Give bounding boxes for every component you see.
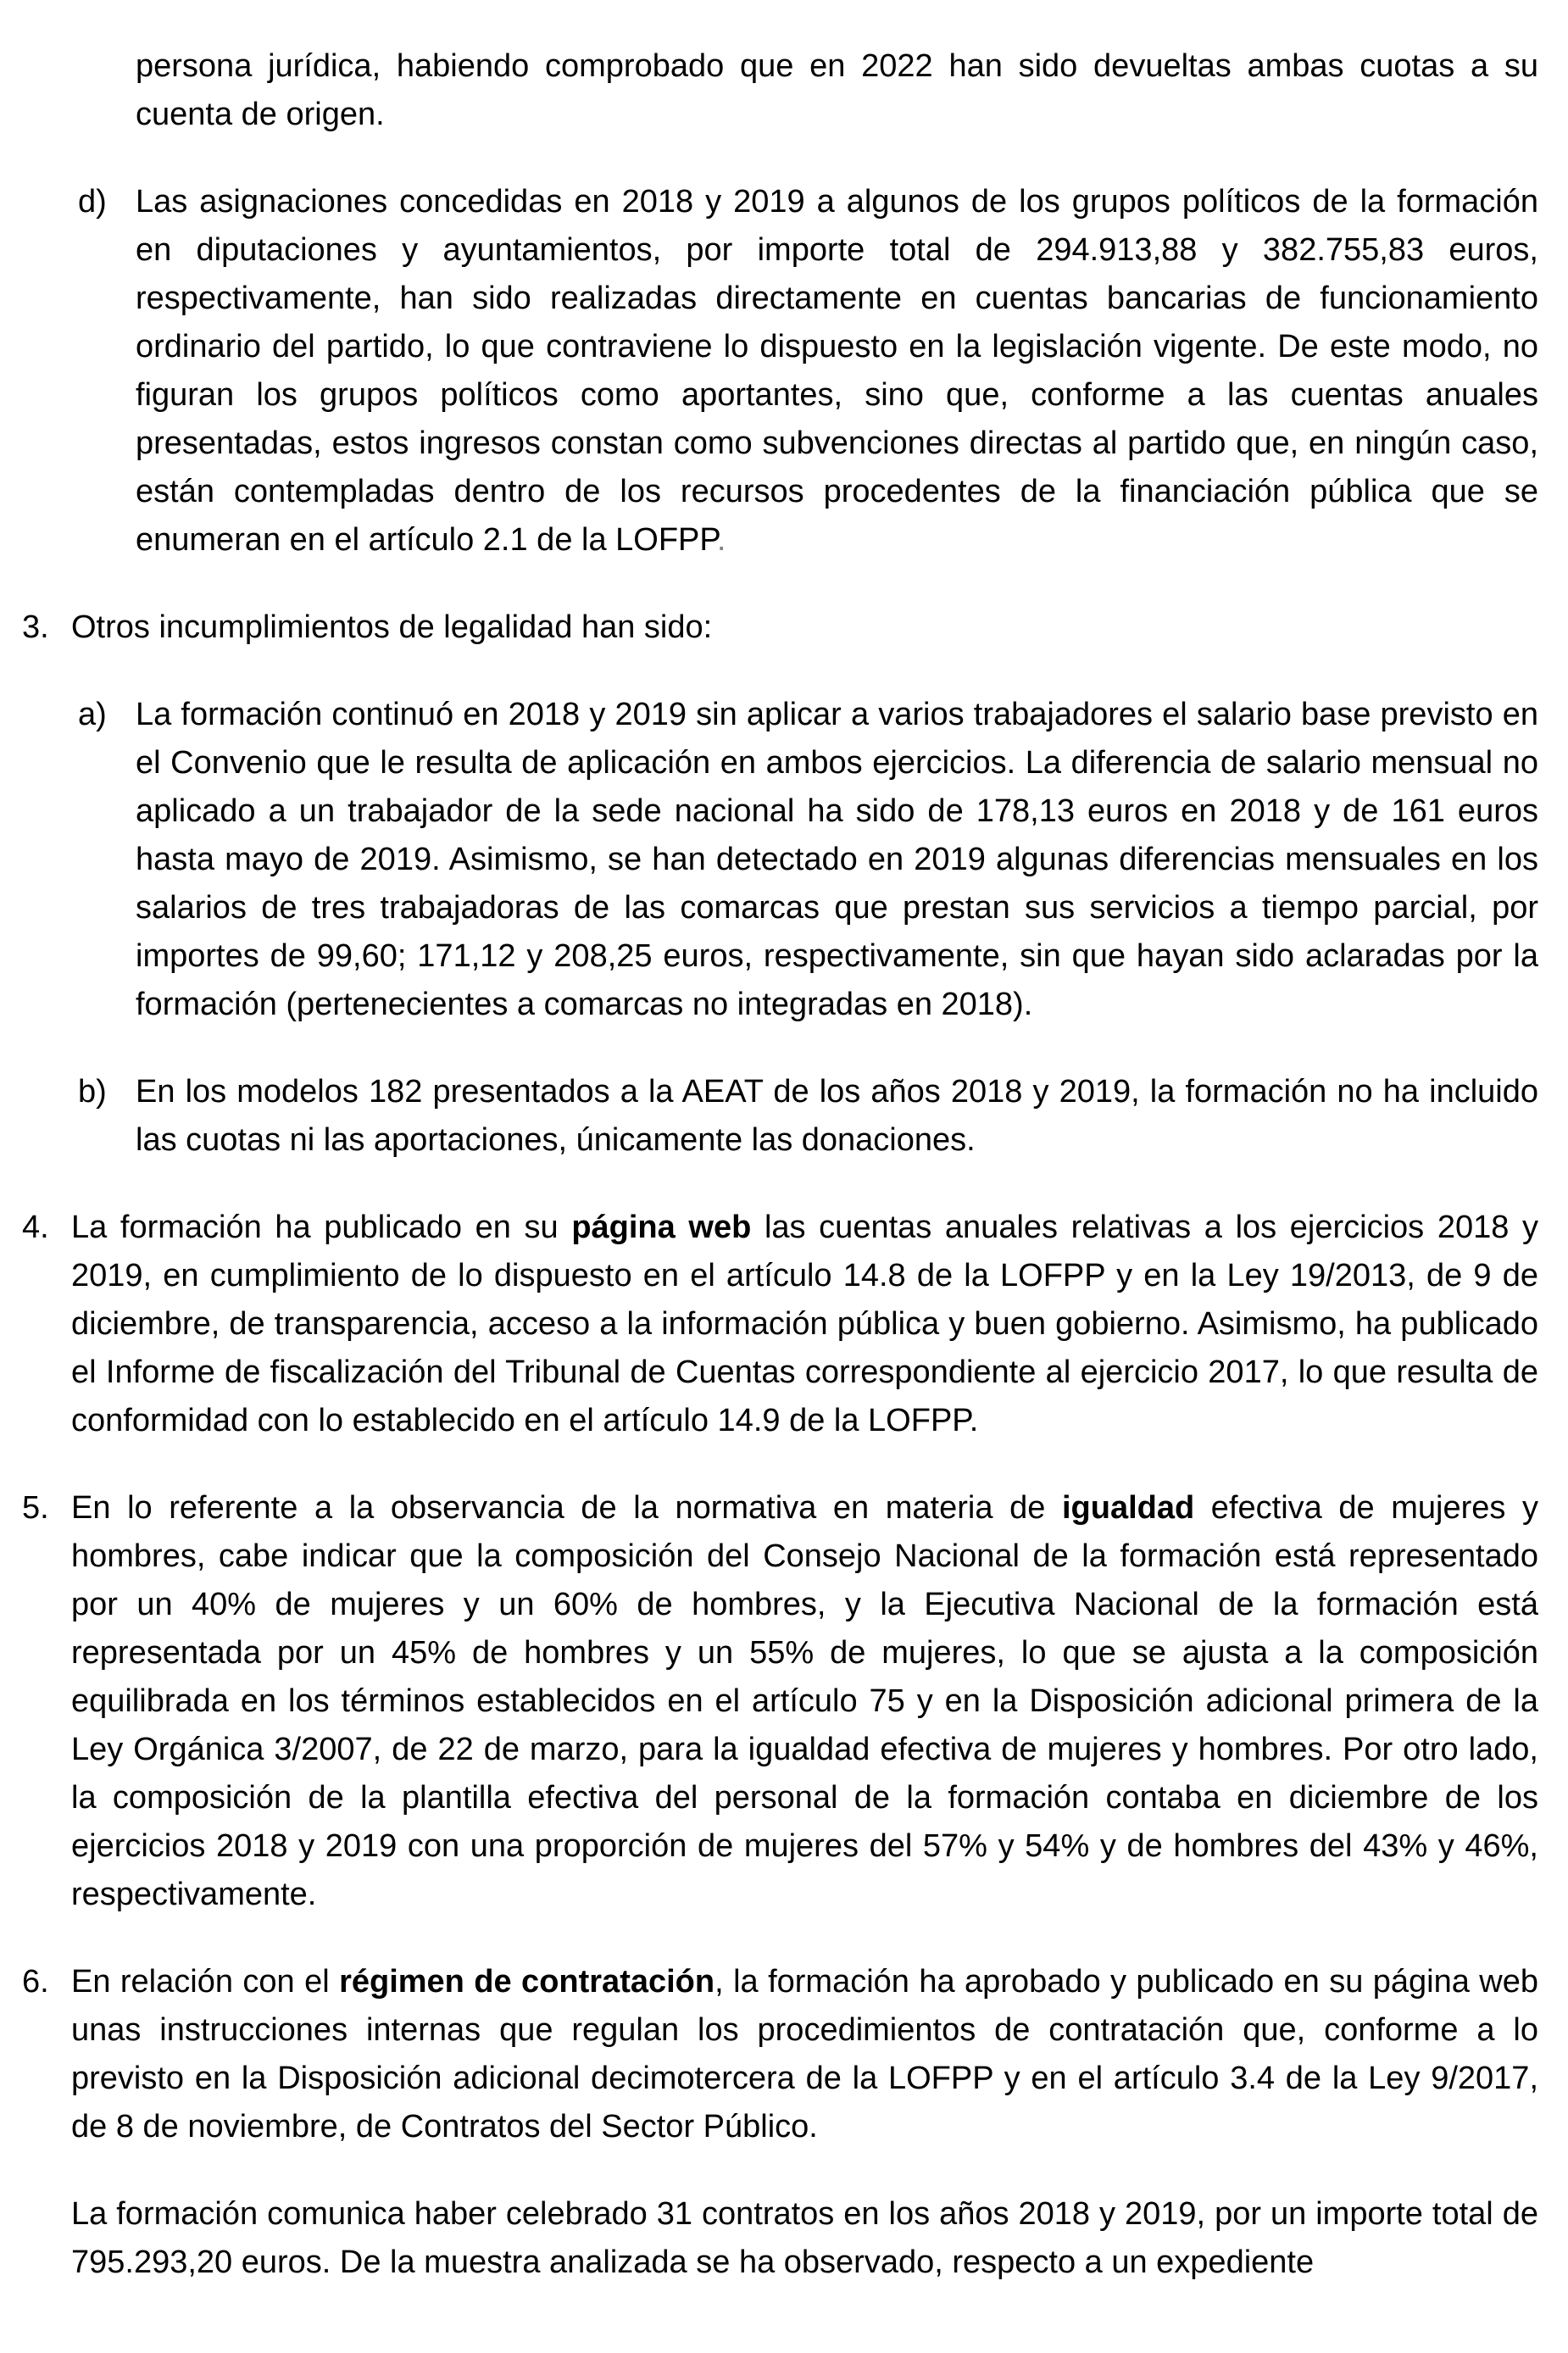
text-run: La formación continuó en 2018 y 2019 sin aplicar a varios trabajadores el salario base previsto en el Convenio que le resulta de aplicación en ambos ejercicios. La diferencia de salario mensual no aplicado a un trabajador de la sede nacional ha sido de 178,13 euros en 2018 y de 161 euros hasta mayo de 2019. Asimismo, se han detectado en 2019 algunas diferencias mensuales en los salarios de tres trabajadoras de las comarcas que prestan sus servicios a tiempo parcial, por importes de 99,60; 171,12 y 208,25 euros, respectivamente, sin que hayan sido aclaradas por la formación (pertenecientes a comarcas no integradas en 2018). xyxy=(136,697,1538,1022)
text-run: , la formación ha aprobado y publicado en su página web unas instrucciones internas que regulan los procedimientos de contratación que, conforme a lo previsto en la Disposición adicional decimotercera de la LOFPP y en el artículo 3.4 de la Ley 9/2017, de 8 de noviembre, de Contratos del Sector Público. xyxy=(71,1964,1538,2144)
list-marker-3: 3. xyxy=(22,609,49,645)
text-run: efectiva de mujeres y hombres, cabe indicar que la composición del Consejo Nacional de la formación está representado por un 40% de mujeres y un 60% de hombres, y la Ejecutiva Nacional de la formación está representada por un 45% de hombres y un 55% de mujeres, lo que se ajusta a la composición equilibrada en los términos establecidos en el artículo 75 y en la Disposición adicional primera de la Ley Orgánica 3/2007, de 22 de marzo, para la igualdad efectiva de mujeres y hombres. Por otro lado, la composición de la plantilla efectiva del personal de la formación contaba en diciembre de los ejercicios 2018 y 2019 con una proporción de mujeres del 57% y 54% y de hombres del 43% y 46%, respectivamente. xyxy=(71,1490,1539,1912)
list-item-body xyxy=(71,1484,1538,1919)
list-item-body xyxy=(136,178,1538,565)
text-run: las cuentas anuales relativas a los ejercicios 2018 y 2019, en cumplimiento de lo dispuesto en el artículo 14.8 de la LOFPP y en la Ley 19/2013, de 9 de diciembre, de transparencia, acceso a la información pública y buen gobierno. Asimismo, ha publicado el Informe de fiscalización del Tribunal de Cuentas correspondiente al ejercicio 2017, lo que resulta de conformidad con lo establecido en el artículo 14.9 de la LOFPP. xyxy=(71,1210,1538,1438)
list-item-body xyxy=(71,604,1538,652)
bold-term-regimen-contratacion: régimen de contratación xyxy=(339,1964,715,2000)
paragraph-body xyxy=(71,2190,1538,2287)
list-item-3 xyxy=(22,604,1538,652)
bold-term-pagina-web: página web xyxy=(571,1210,752,1245)
text-run: persona jurídica, habiendo comprobado que en 2022 han sido devueltas ambas cuotas a su cuenta de origen. xyxy=(136,48,1538,132)
list-item-b xyxy=(78,1068,1538,1165)
list-marker-5: 5. xyxy=(22,1490,49,1526)
list-item-body xyxy=(71,1204,1538,1445)
list-marker-4: 4. xyxy=(22,1210,49,1245)
text-run: En relación con el xyxy=(71,1964,340,2000)
list-item-6 xyxy=(22,1958,1538,2151)
bold-term-igualdad: igualdad xyxy=(1061,1490,1195,1526)
text-run: Las asignaciones concedidas en 2018 y 2019 a algunos de los grupos políticos de la formación en diputaciones y ayuntamientos, por importe total de 294.913,88 y 382.755,83 euros, respectivamente, han sido realizadas directamente en cuentas bancarias de funcionamiento ordinario del partido, lo que contraviene lo dispuesto en la legislación vigente. De este modo, no figuran los grupos políticos como aportantes, sino que, conforme a las cuentas anuales presentadas, estos ingresos constan como subvenciones directas al partido que, en ningún caso, están contempladas dentro de los recursos procedentes de la financiación pública que se enumeran en el artículo 2.1 de la LOFPP xyxy=(136,184,1538,558)
muted-period: . xyxy=(716,522,726,558)
text-run: En lo referente a la observancia de la normativa en materia de xyxy=(71,1490,1062,1526)
list-item-body xyxy=(136,1068,1538,1165)
list-item-5 xyxy=(22,1484,1538,1919)
list-item-4 xyxy=(22,1204,1538,1445)
paragraph-carryover xyxy=(136,42,1538,139)
paragraph-body xyxy=(136,42,1538,139)
list-item-body xyxy=(71,1958,1538,2151)
list-marker-d: d) xyxy=(78,184,107,220)
text-run: La formación ha publicado en su xyxy=(71,1210,572,1245)
list-item-a xyxy=(78,691,1538,1029)
text-run: La formación comunica haber celebrado 31 contratos en los años 2018 y 2019, por un importe total de 795.293,20 euros. De la muestra analizada se ha observado, respecto a un expediente xyxy=(71,2196,1538,2280)
text-run: Otros incumplimientos de legalidad han sido: xyxy=(71,609,713,645)
list-marker-6: 6. xyxy=(22,1964,49,2000)
text-run: En los modelos 182 presentados a la AEAT de los años 2018 y 2019, la formación no ha incluido las cuotas ni las aportaciones, únicamente las donaciones. xyxy=(136,1074,1538,1158)
paragraph-contracts xyxy=(71,2190,1538,2287)
list-item-d xyxy=(78,178,1538,565)
list-marker-a: a) xyxy=(78,697,107,732)
list-marker-b: b) xyxy=(78,1074,107,1110)
list-item-body xyxy=(136,691,1538,1029)
